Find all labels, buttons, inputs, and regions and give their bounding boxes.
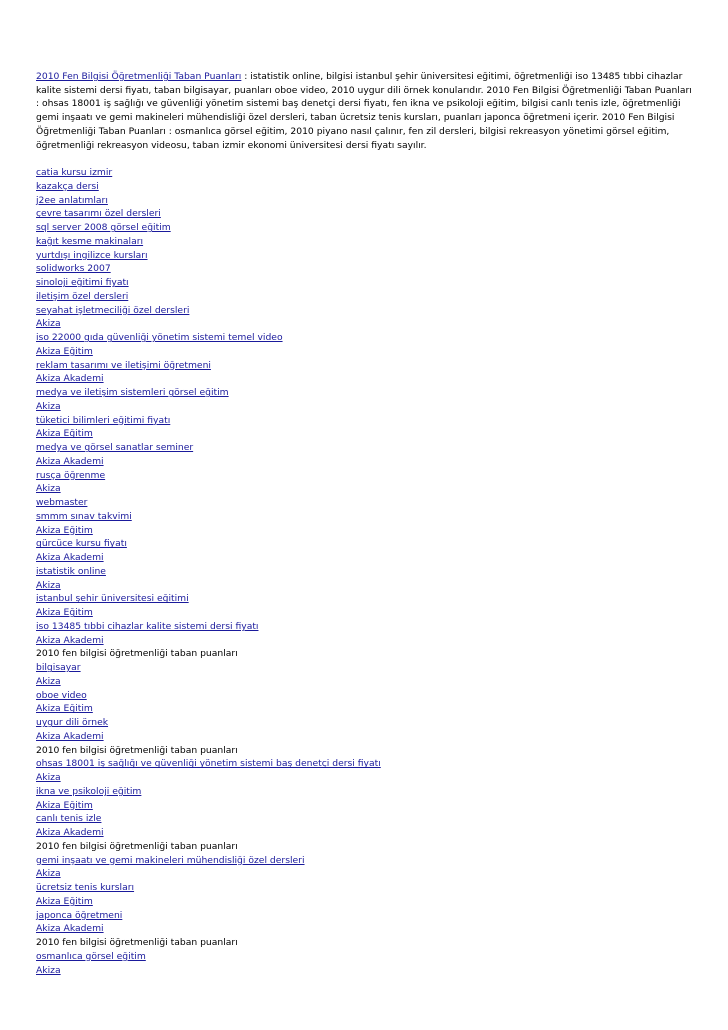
list-item	[36, 730, 696, 744]
keyword-link[interactable]: osmanlıca görsel eğitim	[36, 950, 146, 962]
list-item	[36, 317, 696, 331]
keyword-link[interactable]: medya ve görsel sanatlar seminer	[36, 442, 194, 454]
document-page	[36, 70, 696, 977]
intro-text: : istatistik online, bilgisi istanbul şehir üniversitesi eğitimi, öğretmenliği iso 13485 tıbbi cihazlar kalite sistemi dersi fiyatı, taban bilgisayar, puanları oboe video, 2010 uygur dili örnek konularıdır. 2010 Fen Bilgisi Öğretmenliği Taban Puanları : ohsas 18001 iş sağlığı ve güvenliği yönetim sistemi baş denetçi dersi fiyatı, fen ikna ve psikoloji eğitim, bilgisi canlı tenis izle, öğretmenliği gemi inşaatı ve gemi makineleri mühendisliği özel dersleri, taban ücretsiz tenis kursları, puanları japonca öğretmeni içerir. 2010 Fen Bilgisi Öğretmenliği Taban Puanları : osmanlıca görsel eğitim, 2010 piyano nasıl çalınır, fen zil dersleri, bilgisi rekreasyon yönetimi görsel eğitim, öğretmenliği rekreasyon videosu, taban izmir ekonomi üniversitesi dersi fiyatı sayılır.	[36, 71, 692, 151]
intro-paragraph	[36, 70, 696, 152]
list-item	[36, 262, 696, 276]
keyword-link[interactable]: reklam tasarımı ve iletişimi öğretmeni	[36, 359, 211, 371]
list-item	[36, 606, 696, 620]
keyword-text: 2010 fen bilgisi öğretmenliği taban puanları	[36, 648, 238, 660]
keyword-link[interactable]: Akiza Eğitim	[36, 345, 93, 357]
keyword-link[interactable]: ikna ve psikoloji eğitim	[36, 785, 142, 797]
keyword-link[interactable]: medya ve iletişim sistemleri görsel eğitim	[36, 387, 229, 399]
keyword-link[interactable]: iso 22000 gıda güvenliği yönetim sistemi temel video	[36, 332, 283, 344]
list-item	[36, 345, 696, 359]
keyword-link[interactable]: çevre tasarımı özel dersleri	[36, 208, 161, 220]
keyword-link[interactable]: tüketici bilimleri eğitimi fiyatı	[36, 414, 171, 426]
list-item	[36, 414, 696, 428]
keyword-link[interactable]: Akiza Akademi	[36, 552, 104, 564]
keyword-link[interactable]: Akiza Eğitim	[36, 524, 93, 536]
keyword-link[interactable]: Akiza	[36, 483, 61, 495]
list-item	[36, 551, 696, 565]
keyword-link[interactable]: kazakça dersi	[36, 180, 99, 192]
list-item	[36, 950, 696, 964]
list-item	[36, 331, 696, 345]
keyword-link[interactable]: ücretsiz tenis kursları	[36, 882, 135, 894]
keyword-link[interactable]: uygur dili örnek	[36, 717, 109, 729]
list-item	[36, 359, 696, 373]
list-item	[36, 194, 696, 208]
list-item	[36, 881, 696, 895]
list-item	[36, 537, 696, 551]
list-item	[36, 620, 696, 634]
list-item	[36, 826, 696, 840]
list-item	[36, 455, 696, 469]
list-item	[36, 565, 696, 579]
list-item	[36, 441, 696, 455]
keyword-link[interactable]: Akiza	[36, 675, 61, 687]
keyword-link[interactable]: Akiza Akademi	[36, 730, 104, 742]
keyword-link[interactable]: canlı tenis izle	[36, 813, 102, 825]
keyword-link[interactable]: istatistik online	[36, 565, 106, 577]
keyword-link[interactable]: Akiza Akademi	[36, 827, 104, 839]
keyword-link[interactable]: Akiza	[36, 318, 61, 330]
list-item	[36, 249, 696, 263]
keyword-link[interactable]: webmaster	[36, 497, 88, 509]
keyword-text: 2010 fen bilgisi öğretmenliği taban puanları	[36, 744, 238, 756]
list-item	[36, 524, 696, 538]
list-item	[36, 304, 696, 318]
keyword-link[interactable]: japonca öğretmeni	[36, 909, 123, 921]
list-item	[36, 689, 696, 703]
list-item	[36, 510, 696, 524]
keyword-text: 2010 fen bilgisi öğretmenliği taban puanları	[36, 937, 238, 949]
list-item	[36, 427, 696, 441]
list-item	[36, 180, 696, 194]
keyword-link-list	[36, 166, 696, 977]
keyword-link[interactable]: Akiza Eğitim	[36, 703, 93, 715]
list-item	[36, 482, 696, 496]
keyword-link[interactable]: Akiza	[36, 868, 61, 880]
list-item	[36, 744, 696, 758]
keyword-link[interactable]: catia kursu izmir	[36, 167, 113, 179]
keyword-link[interactable]: Akiza	[36, 400, 61, 412]
list-item	[36, 785, 696, 799]
keyword-link[interactable]: gemi inşaatı ve gemi makineleri mühendisliği özel dersleri	[36, 854, 305, 866]
keyword-link[interactable]: Akiza Eğitim	[36, 799, 93, 811]
list-item	[36, 400, 696, 414]
list-item	[36, 716, 696, 730]
list-item	[36, 895, 696, 909]
keyword-link[interactable]: iso 13485 tıbbi cihazlar kalite sistemi dersi fiyatı	[36, 620, 259, 632]
list-item	[36, 812, 696, 826]
keyword-link[interactable]: iletişim özel dersleri	[36, 290, 129, 302]
list-item	[36, 221, 696, 235]
keyword-link[interactable]: smmm sınav takvimi	[36, 510, 132, 522]
keyword-link[interactable]: Akiza Eğitim	[36, 895, 93, 907]
keyword-link[interactable]: rusça öğrenme	[36, 469, 106, 481]
list-item	[36, 840, 696, 854]
keyword-link[interactable]: bilgisayar	[36, 662, 81, 674]
list-item	[36, 496, 696, 510]
list-item	[36, 854, 696, 868]
list-item	[36, 964, 696, 978]
keyword-link[interactable]: sql server 2008 görsel eğitim	[36, 222, 171, 234]
list-item	[36, 235, 696, 249]
list-item	[36, 207, 696, 221]
list-item	[36, 579, 696, 593]
list-item	[36, 386, 696, 400]
keyword-link[interactable]: kağıt kesme makinaları	[36, 235, 144, 247]
list-item	[36, 166, 696, 180]
keyword-link[interactable]: oboe video	[36, 689, 87, 701]
list-item	[36, 634, 696, 648]
intro-title-link[interactable]: 2010 Fen Bilgisi Öğretmenliği Taban Puanları	[36, 71, 242, 82]
list-item	[36, 469, 696, 483]
list-item	[36, 647, 696, 661]
keyword-link[interactable]: istanbul şehir üniversitesi eğitimi	[36, 593, 189, 605]
list-item	[36, 909, 696, 923]
list-item	[36, 771, 696, 785]
list-item	[36, 661, 696, 675]
list-item	[36, 675, 696, 689]
keyword-link[interactable]: Akiza Akademi	[36, 373, 104, 385]
keyword-link[interactable]: Akiza Akademi	[36, 634, 104, 646]
keyword-link[interactable]: Akiza Eğitim	[36, 428, 93, 440]
keyword-link[interactable]: yurtdışı ingilizce kursları	[36, 249, 148, 261]
list-item	[36, 936, 696, 950]
list-item	[36, 922, 696, 936]
list-item	[36, 757, 696, 771]
keyword-link[interactable]: sinoloji eğitimi fiyatı	[36, 277, 129, 289]
list-item	[36, 276, 696, 290]
list-item	[36, 372, 696, 386]
keyword-link[interactable]: Akiza	[36, 772, 61, 784]
keyword-link[interactable]: Akiza	[36, 964, 61, 976]
keyword-link[interactable]: Akiza Akademi	[36, 455, 104, 467]
keyword-link[interactable]: Akiza	[36, 579, 61, 591]
keyword-link[interactable]: Akiza Eğitim	[36, 607, 93, 619]
keyword-link[interactable]: Akiza Akademi	[36, 923, 104, 935]
list-item	[36, 867, 696, 881]
list-item	[36, 799, 696, 813]
keyword-text: 2010 fen bilgisi öğretmenliği taban puanları	[36, 840, 238, 852]
list-item	[36, 702, 696, 716]
list-item	[36, 290, 696, 304]
keyword-link[interactable]: ohsas 18001 iş sağlığı ve güvenliği yönetim sistemi baş denetçi dersi fiyatı	[36, 758, 381, 770]
keyword-link[interactable]: j2ee anlatımları	[36, 194, 108, 206]
list-item	[36, 592, 696, 606]
keyword-link[interactable]: solidworks 2007	[36, 263, 111, 275]
keyword-link[interactable]: seyahat işletmeciliği özel dersleri	[36, 304, 190, 316]
keyword-link[interactable]: gürcüce kursu fiyatı	[36, 538, 127, 550]
